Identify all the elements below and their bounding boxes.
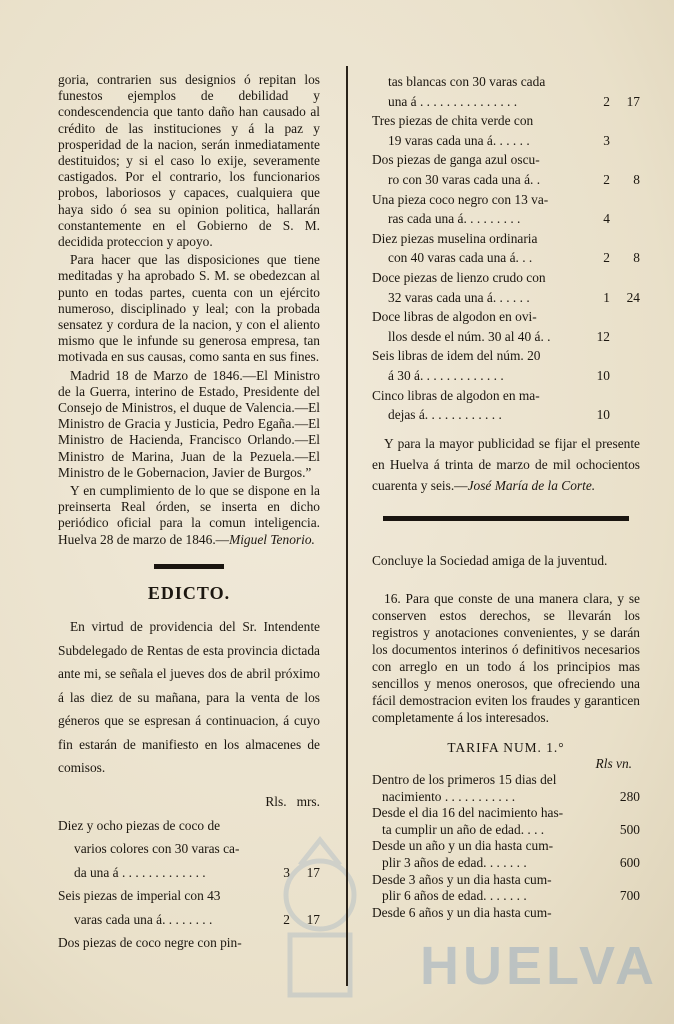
- item-mrs: [610, 209, 640, 229]
- tariff-line: Desde un año y un dia hasta cum-: [372, 838, 554, 854]
- list-item: [372, 111, 640, 150]
- item-rls: 12: [596, 328, 610, 344]
- list-item: [58, 884, 320, 931]
- item-price-row: [58, 908, 320, 932]
- tariff-title: TARIFA NUM. 1.°: [447, 739, 565, 755]
- tariff-value-row: [372, 789, 640, 806]
- item-line: llos desde el núm. 30 al 40 á. .: [388, 328, 551, 344]
- item-price-row: [372, 288, 640, 308]
- table-row: [372, 772, 640, 805]
- tariff-line: plir 6 años de edad. . . . . . .: [382, 888, 527, 904]
- conclusion-line: Concluye la Sociedad amiga de la juventud.: [372, 552, 608, 568]
- item-line: 19 varas cada una á. . . . . .: [388, 132, 530, 148]
- item-line: Diez piezas muselina ordinaria: [372, 230, 538, 246]
- item-rls: 2: [603, 171, 610, 187]
- left-item-list: [58, 814, 320, 955]
- item-line: 32 varas cada una á. . . . . .: [388, 289, 530, 305]
- list-item: [372, 268, 640, 307]
- item-rls: 10: [596, 367, 610, 383]
- item-price-row: [372, 131, 640, 151]
- closing-signature: Miguel Tenorio.: [229, 531, 315, 547]
- tariff-value-row: [372, 888, 640, 905]
- column-header: [58, 794, 320, 810]
- right-column: [372, 72, 640, 921]
- item-line: ro con 30 varas cada una á. .: [388, 171, 541, 187]
- item-mrs: 8: [633, 171, 640, 187]
- item-line: dejas á. . . . . . . . . . . .: [388, 407, 502, 423]
- tariff-value: 500: [619, 821, 640, 837]
- tariff-line: Dentro de los primeros 15 dias del: [372, 772, 557, 788]
- tariff-line: Desde el dia 16 del nacimiento has-: [372, 805, 564, 821]
- huelva-watermark-text: HUELVA: [420, 936, 658, 996]
- item-line: ras cada una á. . . . . . . . .: [388, 211, 521, 227]
- second-paragraph: Para hacer que las disposiciones que tiene meditadas y ha aprobado S. M. se obedezcan al punto en todas partes, cuenta con un ejército numeroso, disciplinado y leal; con la probada sensatez y cordura de la nacion, y con el aliento mismo que le infunde su generosa empresa, tan motivada en sus causas, como santa en sus fines.: [58, 252, 320, 365]
- tariff-value: 700: [619, 888, 640, 904]
- item-price-row: [372, 170, 640, 190]
- item-price-row: [372, 248, 640, 268]
- tariff-line: ta cumplir un año de edad. . . .: [382, 821, 545, 837]
- item-line: Seis libras de idem del núm. 20: [372, 348, 541, 364]
- tariff-line: Desde 3 años y un dia hasta cum-: [372, 871, 552, 887]
- tariff-table: [372, 772, 640, 921]
- item-line: Doce libras de algodon en ovi-: [372, 309, 537, 325]
- item-mrs: 24: [626, 289, 640, 305]
- publication-signature: José María de la Corte.: [467, 477, 596, 493]
- item-rls: 4: [603, 211, 610, 227]
- list-item: [372, 150, 640, 189]
- item-line: Una pieza coco negro con 13 va-: [372, 191, 549, 207]
- item-line: Tres piezas de chita verde con: [372, 113, 534, 129]
- edict-paragraph: En virtud de providencia del Sr. Intendente Subdelegado de Rentas de esta provincia dictada ante mi, se señala el jueves dos de abril próximo á las diez de su mañana, para la venta de los géneros que se espresan á continuacion, á cuyo fin estarán de manifiesto en los almacenes de comisos.: [58, 619, 320, 776]
- list-item: [372, 72, 640, 111]
- item-mrs: [610, 405, 640, 425]
- section-rule: [383, 516, 629, 521]
- tariff-value: 600: [619, 855, 640, 871]
- item-mrs: [610, 131, 640, 151]
- item-rls: 2: [603, 93, 610, 109]
- item-price-row: [372, 327, 640, 347]
- list-item: [372, 307, 640, 346]
- item-line: una á . . . . . . . . . . . . . . .: [388, 93, 518, 109]
- list-item: [372, 190, 640, 229]
- list-item: [58, 814, 320, 885]
- tariff-unit: Rls vn.: [595, 755, 632, 771]
- section-rule: [154, 564, 224, 569]
- item-rls: 1: [603, 289, 610, 305]
- item-mrs: [610, 327, 640, 347]
- item-line: Doce piezas de lienzo crudo con: [372, 269, 546, 285]
- item-rls: 2: [603, 250, 610, 266]
- list-item: [372, 386, 640, 425]
- item-rls: 10: [596, 407, 610, 423]
- item-mrs: 17: [626, 93, 640, 109]
- item-rls: 2: [283, 911, 290, 927]
- list-item: [372, 229, 640, 268]
- item-rls: 3: [283, 864, 290, 880]
- left-column: [58, 72, 320, 955]
- item-line: varios colores con 30 varas ca-: [74, 841, 240, 857]
- item-line: da una á . . . . . . . . . . . . .: [74, 864, 206, 880]
- article-paragraph: 16. Para que conste de una manera clara, y se conserven estos derechos, se llevarán los registros y anotaciones convenientes, y se darán los documentos interinos ó definitivos necesarios con arreglo en un todo á los principios mas sencillos y menos onerosos, que ofreciendo una fácil demostracion eviten los fraudes y garanticen completamente á los interesados.: [372, 590, 640, 725]
- item-line: varas cada una á. . . . . . . .: [74, 911, 213, 927]
- table-row: [372, 838, 640, 871]
- item-line: Dos piezas de ganga azul oscu-: [372, 152, 540, 168]
- tariff-value-row: [372, 822, 640, 839]
- closing-paragraph: [58, 483, 320, 548]
- table-row: [372, 805, 640, 838]
- item-mrs: 17: [306, 864, 320, 880]
- mrs-header: mrs.: [296, 793, 320, 809]
- item-price-row: [372, 92, 640, 112]
- table-row: [372, 872, 640, 905]
- intro-paragraph: goria, contrarien sus designios ó repitan los funestos ejemplos de debilidad y condescendencia que tanto daño han causado al crédito de las instituciones y á la paz y prosperidad de la nacion, serán inmediatamente destituidos; y si el caso lo exije, severamente castigados. Por el contrario, los funcionarios probos, laboriosos y capaces, cualquiera que haya sido ó sea su opinion politica, hallarán constantemente en el Gobierno de S. M. decidida proteccion y apoyo.: [58, 72, 320, 250]
- item-mrs: [610, 366, 640, 386]
- item-line: Dos piezas de coco negre con pin-: [58, 935, 242, 951]
- right-item-list: [372, 72, 640, 425]
- closing-text: Y en cumplimiento de lo que se dispone en la preinserta Real órden, se inserta en dicho periódico oficial para la comun inteligencia. Huelva 28 de marzo de 1846.—: [58, 483, 320, 547]
- item-rls: 3: [603, 132, 610, 148]
- item-line: Diez y ocho piezas de coco de: [58, 817, 221, 833]
- item-line: Seis piezas de imperial con 43: [58, 888, 221, 904]
- item-mrs: 8: [633, 250, 640, 266]
- rls-header: Rls.: [265, 793, 287, 809]
- tariff-line: Desde 6 años y un dia hasta cum-: [372, 904, 552, 920]
- tariff-value-row: [372, 855, 640, 872]
- publication-text: Y para la mayor publicidad se fijar el presente en Huelva á trinta de marzo de mil ochocientos cuarenta y seis.—: [372, 435, 640, 493]
- column-divider: [346, 66, 348, 986]
- dated-paragraph: Madrid 18 de Marzo de 1846.—El Ministro de la Guerra, interino de Estado, Presidente del Consejo de Ministros, el duque de Valencia.—El Ministro de Gracia y Justicia, Pedro Egaña.—El Ministro de Hacienda, Francisco Orlando.—El Ministro de Marina, Juan de la Pezuela.—El Ministro de le Gobernacion, Javier de Burgos.”: [58, 367, 320, 480]
- item-line: á 30 á. . . . . . . . . . . . .: [388, 367, 504, 383]
- item-line: Cinco libras de algodon en ma-: [372, 387, 540, 403]
- item-price-row: [372, 209, 640, 229]
- item-price-row: [372, 405, 640, 425]
- item-mrs: 17: [306, 911, 320, 927]
- item-price-row: [372, 366, 640, 386]
- item-price-row: [58, 861, 320, 885]
- edict-title: EDICTO.: [147, 582, 231, 603]
- item-line: tas blancas con 30 varas cada: [388, 74, 546, 89]
- publication-paragraph: [372, 433, 640, 496]
- tariff-line: nacimiento . . . . . . . . . . .: [382, 788, 516, 804]
- item-line: con 40 varas cada una á. . .: [388, 250, 533, 266]
- tariff-line: plir 3 años de edad. . . . . . .: [382, 855, 527, 871]
- tariff-value: 280: [619, 788, 640, 804]
- list-item: [372, 346, 640, 385]
